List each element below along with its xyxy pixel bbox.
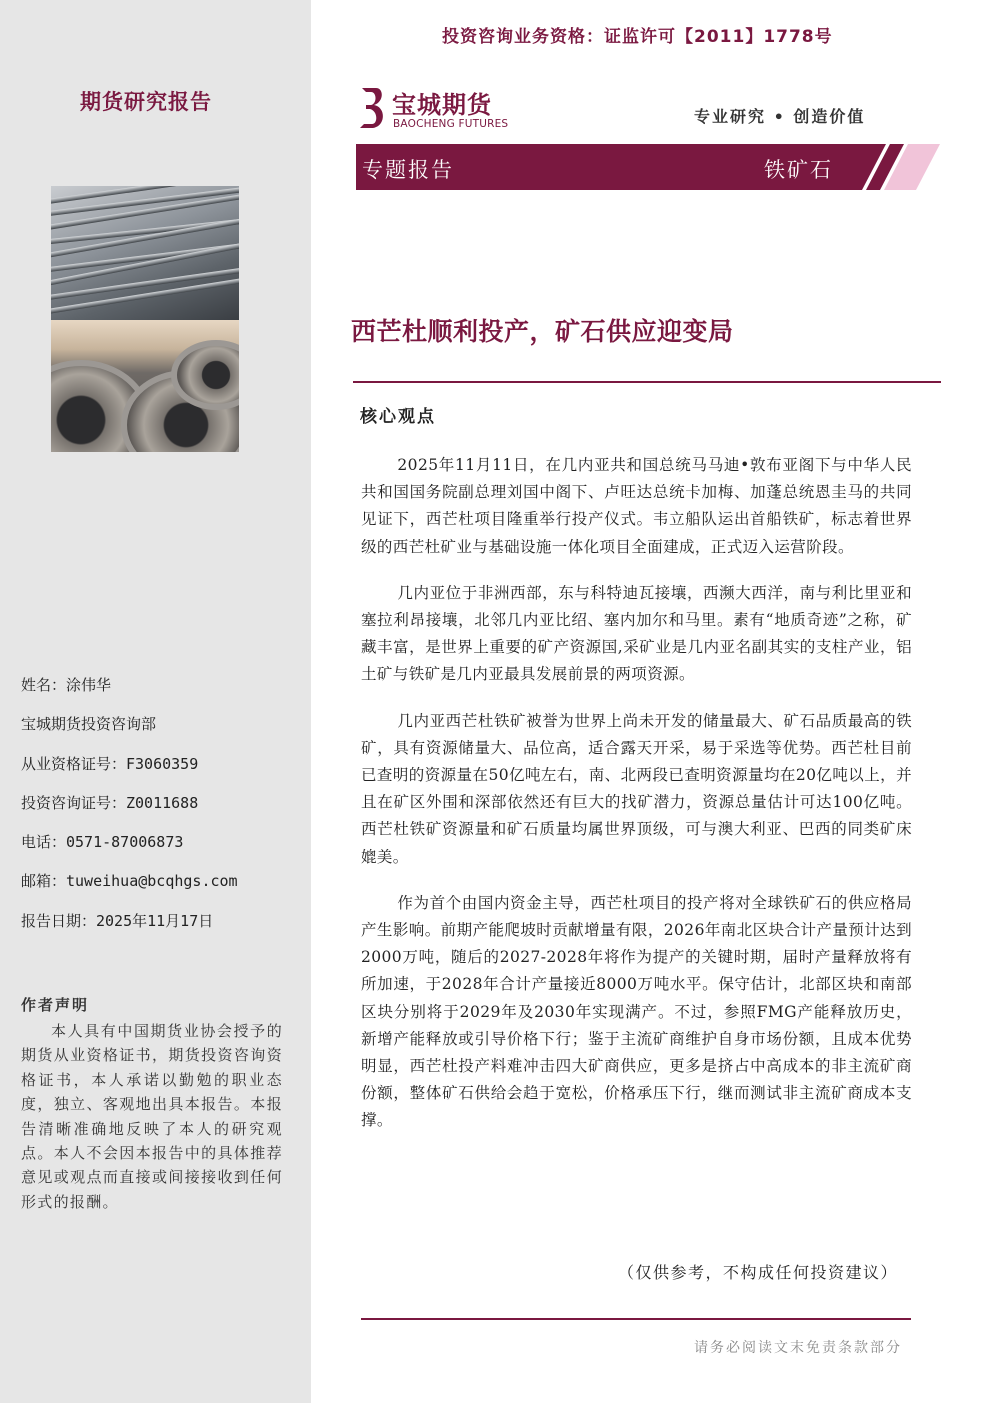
logo-english-name: BAOCHENG FUTURES — [393, 118, 509, 130]
author-email: 邮箱：tuweihua@bcqhgs.com — [21, 872, 238, 891]
license-line: 投资咨询业务资格：证监许可【2011】1778号 — [442, 27, 833, 47]
body-paragraph: 2025年11月11日，在几内亚共和国总统马马迪•敦布亚阁下与中华人民共和国国务院副总理刘国中阁下、卢旺达总统卡加梅、加蓬总统恩圭马的共同见证下，西芒杜项目隆重举行投产仪式。韦立船队运出首船铁矿，标志着世界级的西芒杜矿业与基础设施一体化项目全面建成，正式迈入运营阶段。 — [361, 456, 912, 556]
company-logo — [356, 84, 531, 134]
body-paragraph: 作为首个由国内资金主导，西芒杜项目的投产将对全球铁矿石的供应格局产生影响。前期产能爬坡时贡献增量有限，2026年南北区块合计产量预计达到2000万吨，随后的2027-2028年将作为提产的关键时期，届时产量释放将有所加速，于2028年合计产量接近8000万吨水平。保守估计，北部区块和南部区块分别将于2029年及2030年实现满产。不过，参照FMG产能释放历史，新增产能释放或引导价格下行；鉴于主流矿商维护自身市场份额，且成本优势明显，西芒杜投产料难冲击四大矿商供应，更多是挤占中高成本的非主流矿商份额，整体矿石供给会趋于宽松，价格承压下行，继而测试非主流矿商成本支撑。 — [361, 893, 912, 1130]
footer-disclaimer-text: 请务必阅读文末免责条款部分 — [694, 1340, 902, 1356]
footer-divider — [361, 1318, 911, 1320]
declaration-title: 作者声明 — [21, 996, 90, 1014]
title-divider — [353, 381, 941, 383]
logo-chinese-name: 宝城期货 — [392, 90, 492, 119]
author-info — [21, 674, 291, 949]
report-type-label: 期货研究报告 — [80, 90, 212, 114]
qualification-number: 从业资格证号：F3060359 — [21, 754, 199, 773]
slogan: 专业研究 • 创造价值 — [694, 107, 866, 126]
advisory-license-number: 投资咨询证号：Z0011688 — [21, 793, 199, 812]
report-date: 报告日期：2025年11月17日 — [21, 911, 214, 930]
investment-disclaimer-note: （仅供参考，不构成任何投资建议） — [618, 1263, 899, 1282]
body-paragraph: 几内亚位于非洲西部，东与科特迪瓦接壤，西濒大西洋，南与利比里亚和塞拉利昂接壤，北邻几内亚比绍、塞内加尔和马里。素有“地质奇迹”之称，矿藏丰富，是世界上重要的矿产资源国,采矿业是几内亚名副其实的支柱产业，铝土矿与铁矿是几内亚最具发展前景的两项资源。 — [361, 583, 912, 684]
section-heading: 核心观点 — [360, 407, 436, 427]
sidebar — [0, 0, 311, 1403]
banner-topic: 铁矿石 — [764, 158, 833, 182]
banner-label: 专题报告 — [362, 158, 454, 182]
author-name: 姓名：涂伟华 — [21, 676, 112, 694]
steel-coil-photo — [51, 320, 239, 452]
author-phone: 电话：0571-87006873 — [21, 833, 184, 852]
logo-mark-icon — [356, 84, 388, 132]
author-department: 宝城期货投资咨询部 — [21, 715, 157, 734]
declaration-text: 本人具有中国期货业协会授予的期货从业资格证书，期货投资咨询资格证书，本人承诺以勤勉的职业态度，独立、客观地出具本报告。本报告清晰准确地反映了本人的研究观点。本人不会因本报告中的具体推荐意见或观点而直接或间接接收到任何形式的报酬。 — [21, 1022, 283, 1211]
report-body — [361, 452, 912, 1154]
report-title: 西芒杜顺利投产，矿石供应迎变局 — [351, 317, 734, 346]
rebar-photo — [51, 186, 239, 320]
report-banner — [356, 144, 940, 190]
body-paragraph: 几内亚西芒杜铁矿被誉为世界上尚未开发的储量最大、矿石品质最高的铁矿，具有资源储量大、品位高，适合露天开采，易于采选等优势。西芒杜目前已查明的资源量在50亿吨左右，南、北两段已查明资源量均在20亿吨以上，并且在矿区外围和深部依然还有巨大的找矿潜力，资源总量估计可达100亿吨。西芒杜铁矿资源量和矿石质量均属世界顶级，可与澳大利亚、巴西的同类矿床媲美。 — [361, 711, 912, 866]
